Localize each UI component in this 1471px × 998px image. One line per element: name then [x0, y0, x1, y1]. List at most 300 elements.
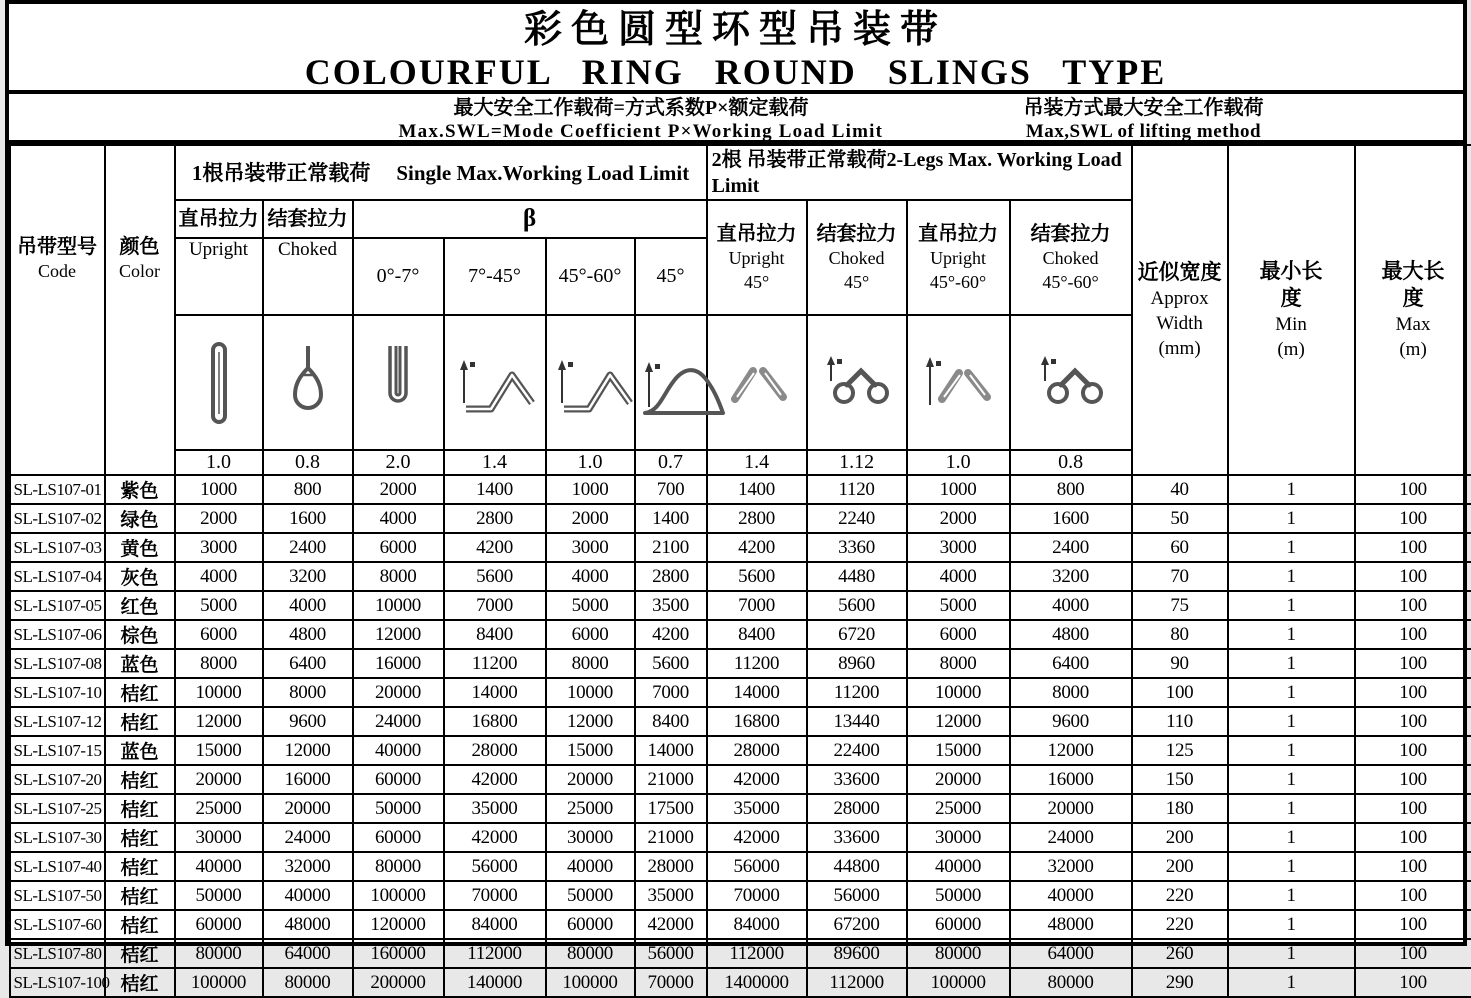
- two-leg-upright-45-60-icon: [912, 347, 1004, 419]
- cell-upright: 40000: [175, 852, 263, 881]
- cell-angle-7-45: 56000: [444, 852, 546, 881]
- cell-leg-upright-45: 8400: [707, 620, 807, 649]
- formula-right-en: Max,SWL of lifting method: [974, 120, 1314, 143]
- cell-min-length: 1: [1228, 939, 1355, 968]
- cell-leg-upright-45: 2800: [707, 504, 807, 533]
- formula-right: [974, 96, 1314, 143]
- cell-leg-choked-45: 5600: [807, 591, 907, 620]
- cell-code: SL-LS107-25: [10, 794, 105, 823]
- cell-color: 黄色: [105, 533, 175, 562]
- cell-leg-upright-45: 42000: [707, 823, 807, 852]
- cell-color: 桔红: [105, 765, 175, 794]
- cell-angle-45: 1400: [635, 504, 707, 533]
- table-row: [10, 649, 1471, 678]
- cell-angle-45-60: 25000: [546, 794, 635, 823]
- cell-upright: 30000: [175, 823, 263, 852]
- cell-angle-45-60: 80000: [546, 939, 635, 968]
- icon-cell: [907, 315, 1010, 450]
- cell-angle-45: 56000: [635, 939, 707, 968]
- cell-approx-width: 125: [1132, 736, 1228, 765]
- cell-leg-upright-45-60: 6000: [907, 620, 1010, 649]
- cell-angle-0-7: 8000: [353, 562, 444, 591]
- cell-angle-45: 21000: [635, 823, 707, 852]
- cell-choked: 8000: [263, 678, 353, 707]
- coefficient-leg-upright-45: 1.4: [707, 450, 807, 475]
- cell-choked: 800: [263, 475, 353, 504]
- cell-angle-7-45: 42000: [444, 765, 546, 794]
- cell-color: 桔红: [105, 910, 175, 939]
- angle-header-45-60: 45°-60°: [546, 238, 635, 315]
- formula-left-en: Max.SWL=Mode Coefficient P×Working Load Limit: [399, 120, 864, 143]
- cell-approx-width: 60: [1132, 533, 1228, 562]
- col-header-leg-upright-45-60: [907, 200, 1010, 315]
- cell-max-length: 100: [1355, 736, 1471, 765]
- cell-code: SL-LS107-12: [10, 707, 105, 736]
- cell-min-length: 1: [1228, 649, 1355, 678]
- max-length-unit: (m): [1356, 337, 1471, 362]
- basket-sling-icon: [368, 338, 428, 428]
- table-body: [10, 475, 1471, 997]
- cell-code: SL-LS107-05: [10, 591, 105, 620]
- cell-leg-choked-45-60: 32000: [1010, 852, 1132, 881]
- cell-angle-7-45: 2800: [444, 504, 546, 533]
- cell-upright: 20000: [175, 765, 263, 794]
- cell-leg-choked-45-60: 800: [1010, 475, 1132, 504]
- cell-angle-45: 8400: [635, 707, 707, 736]
- cell-leg-upright-45: 70000: [707, 881, 807, 910]
- col-header-max-length: [1355, 145, 1471, 475]
- cell-angle-7-45: 1400: [444, 475, 546, 504]
- cell-color: 灰色: [105, 562, 175, 591]
- table-row: [10, 765, 1471, 794]
- cell-min-length: 1: [1228, 620, 1355, 649]
- cell-leg-choked-45-60: 4800: [1010, 620, 1132, 649]
- cell-angle-45: 4200: [635, 620, 707, 649]
- cell-angle-45-60: 15000: [546, 736, 635, 765]
- min-length-cn: 最小长度: [1254, 258, 1328, 312]
- cell-approx-width: 260: [1132, 939, 1228, 968]
- cell-choked: 24000: [263, 823, 353, 852]
- formula-left-cn: 最大安全工作载荷=方式系数P×额定载荷: [399, 96, 864, 120]
- cell-leg-upright-45-60: 20000: [907, 765, 1010, 794]
- cell-leg-upright-45-60: 8000: [907, 649, 1010, 678]
- cell-max-length: 100: [1355, 562, 1471, 591]
- cell-choked: 80000: [263, 968, 353, 997]
- cell-leg-choked-45-60: 40000: [1010, 881, 1132, 910]
- cell-color: 棕色: [105, 620, 175, 649]
- cell-leg-upright-45: 4200: [707, 533, 807, 562]
- cell-max-length: 100: [1355, 649, 1471, 678]
- cell-leg-upright-45-60: 3000: [907, 533, 1010, 562]
- cell-color: 桔红: [105, 881, 175, 910]
- cell-angle-45-60: 8000: [546, 649, 635, 678]
- icon-cell: [546, 315, 635, 450]
- cell-approx-width: 220: [1132, 881, 1228, 910]
- cell-approx-width: 90: [1132, 649, 1228, 678]
- cell-angle-45: 2100: [635, 533, 707, 562]
- cell-code: SL-LS107-80: [10, 939, 105, 968]
- cell-code: SL-LS107-15: [10, 736, 105, 765]
- cell-max-length: 100: [1355, 794, 1471, 823]
- cell-max-length: 100: [1355, 707, 1471, 736]
- cell-angle-0-7: 80000: [353, 852, 444, 881]
- cell-leg-choked-45: 28000: [807, 794, 907, 823]
- cell-angle-45-60: 10000: [546, 678, 635, 707]
- cell-angle-7-45: 4200: [444, 533, 546, 562]
- cell-approx-width: 200: [1132, 852, 1228, 881]
- cell-leg-choked-45-60: 2400: [1010, 533, 1132, 562]
- cell-color: 蓝色: [105, 649, 175, 678]
- cell-leg-choked-45: 56000: [807, 881, 907, 910]
- cell-min-length: 1: [1228, 707, 1355, 736]
- table-row: [10, 678, 1471, 707]
- cell-code: SL-LS107-04: [10, 562, 105, 591]
- coefficient-angle-45-60: 1.0: [546, 450, 635, 475]
- cell-upright: 6000: [175, 620, 263, 649]
- cell-angle-0-7: 12000: [353, 620, 444, 649]
- cell-choked: 12000: [263, 736, 353, 765]
- cell-leg-upright-45: 5600: [707, 562, 807, 591]
- cell-leg-choked-45-60: 80000: [1010, 968, 1132, 997]
- icon-cell: [263, 315, 353, 450]
- two-leg-choked-45-icon: [811, 347, 903, 419]
- cell-angle-45-60: 2000: [546, 504, 635, 533]
- cell-approx-width: 70: [1132, 562, 1228, 591]
- cell-leg-choked-45-60: 3200: [1010, 562, 1132, 591]
- cell-angle-45: 35000: [635, 881, 707, 910]
- cell-max-length: 100: [1355, 475, 1471, 504]
- col-header-upright-cn: 直吊拉力: [175, 200, 263, 238]
- cell-angle-45: 70000: [635, 968, 707, 997]
- cell-angle-7-45: 140000: [444, 968, 546, 997]
- cell-code: SL-LS107-03: [10, 533, 105, 562]
- cell-choked: 6400: [263, 649, 353, 678]
- cell-leg-upright-45: 1400000: [707, 968, 807, 997]
- cell-angle-45: 5600: [635, 649, 707, 678]
- approx-width-en1: Approx: [1133, 286, 1227, 311]
- cell-angle-45: 700: [635, 475, 707, 504]
- coefficient-leg-upright-45-60: 1.0: [907, 450, 1010, 475]
- cell-max-length: 100: [1355, 591, 1471, 620]
- table-row: [10, 968, 1471, 997]
- cell-color: 桔红: [105, 968, 175, 997]
- cell-angle-0-7: 4000: [353, 504, 444, 533]
- cell-max-length: 100: [1355, 678, 1471, 707]
- cell-choked: 1600: [263, 504, 353, 533]
- cell-angle-45-60: 4000: [546, 562, 635, 591]
- cell-angle-45: 14000: [635, 736, 707, 765]
- table-row: [10, 794, 1471, 823]
- cell-upright: 50000: [175, 881, 263, 910]
- cell-leg-upright-45-60: 80000: [907, 939, 1010, 968]
- cell-angle-0-7: 60000: [353, 765, 444, 794]
- cell-max-length: 100: [1355, 504, 1471, 533]
- cell-angle-0-7: 40000: [353, 736, 444, 765]
- cell-upright: 3000: [175, 533, 263, 562]
- cell-code: SL-LS107-08: [10, 649, 105, 678]
- col-header-upright-en: Upright: [175, 238, 263, 315]
- cell-leg-upright-45-60: 50000: [907, 881, 1010, 910]
- angle-header-0-7: 0°-7°: [353, 238, 444, 315]
- cell-upright: 12000: [175, 707, 263, 736]
- cell-min-length: 1: [1228, 765, 1355, 794]
- icon-cell: [175, 315, 263, 450]
- cell-angle-0-7: 10000: [353, 591, 444, 620]
- col-header-choked-cn: 结套拉力: [263, 200, 353, 238]
- upright-sling-icon: [189, 338, 249, 428]
- cell-leg-choked-45-60: 48000: [1010, 910, 1132, 939]
- cell-angle-7-45: 7000: [444, 591, 546, 620]
- cell-leg-choked-45: 8960: [807, 649, 907, 678]
- cell-angle-0-7: 20000: [353, 678, 444, 707]
- cell-choked: 32000: [263, 852, 353, 881]
- table-row: [10, 881, 1471, 910]
- cell-angle-45-60: 40000: [546, 852, 635, 881]
- table-row: [10, 475, 1471, 504]
- cell-min-length: 1: [1228, 533, 1355, 562]
- cell-code: SL-LS107-50: [10, 881, 105, 910]
- cell-choked: 64000: [263, 939, 353, 968]
- cell-code: SL-LS107-100: [10, 968, 105, 997]
- table-row: [10, 504, 1471, 533]
- cell-code: SL-LS107-40: [10, 852, 105, 881]
- cell-max-length: 100: [1355, 823, 1471, 852]
- cell-approx-width: 80: [1132, 620, 1228, 649]
- cell-approx-width: 290: [1132, 968, 1228, 997]
- cell-leg-choked-45-60: 9600: [1010, 707, 1132, 736]
- formula-right-cn: 吊装方式最大安全工作载荷: [974, 96, 1314, 120]
- cell-upright: 2000: [175, 504, 263, 533]
- cell-approx-width: 150: [1132, 765, 1228, 794]
- spec-table: [9, 144, 1471, 998]
- cell-choked: 20000: [263, 794, 353, 823]
- col-header-leg-upright-45: [707, 200, 807, 315]
- cell-angle-45: 3500: [635, 591, 707, 620]
- cell-leg-choked-45-60: 12000: [1010, 736, 1132, 765]
- icon-cell: [444, 315, 546, 450]
- leg-col-cn: 结套拉力: [808, 222, 906, 246]
- cell-angle-7-45: 14000: [444, 678, 546, 707]
- col-header-leg-choked-45: [807, 200, 907, 315]
- single-section-en: Single Max.Working Load Limit: [396, 162, 689, 184]
- cell-max-length: 100: [1355, 881, 1471, 910]
- cell-upright: 4000: [175, 562, 263, 591]
- icon-cell: [1010, 315, 1132, 450]
- min-length-en: Min: [1229, 312, 1354, 337]
- cell-leg-choked-45: 67200: [807, 910, 907, 939]
- cell-min-length: 1: [1228, 475, 1355, 504]
- cell-color: 紫色: [105, 475, 175, 504]
- cell-angle-0-7: 60000: [353, 823, 444, 852]
- leg-col-en: Upright: [908, 246, 1009, 270]
- cell-leg-choked-45: 89600: [807, 939, 907, 968]
- cell-angle-45: 42000: [635, 910, 707, 939]
- cell-color: 蓝色: [105, 736, 175, 765]
- coefficient-leg-choked-45-60: 0.8: [1010, 450, 1132, 475]
- cell-max-length: 100: [1355, 533, 1471, 562]
- cell-angle-7-45: 16800: [444, 707, 546, 736]
- cell-choked: 3200: [263, 562, 353, 591]
- cell-angle-45: 21000: [635, 765, 707, 794]
- col-header-color: [105, 145, 175, 475]
- coefficient-angle-0-7: 2.0: [353, 450, 444, 475]
- cell-leg-choked-45: 112000: [807, 968, 907, 997]
- icon-cell: [707, 315, 807, 450]
- col-header-code-en: Code: [11, 260, 104, 282]
- col-header-code: [10, 145, 105, 475]
- coefficient-leg-choked-45: 1.12: [807, 450, 907, 475]
- cell-leg-upright-45: 28000: [707, 736, 807, 765]
- table-row: [10, 939, 1471, 968]
- cell-leg-upright-45: 7000: [707, 591, 807, 620]
- approx-width-unit: (mm): [1133, 336, 1227, 361]
- cell-angle-45-60: 5000: [546, 591, 635, 620]
- table-row: [10, 910, 1471, 939]
- cell-leg-upright-45-60: 15000: [907, 736, 1010, 765]
- formula-band: [9, 94, 1463, 144]
- cell-min-length: 1: [1228, 823, 1355, 852]
- cell-angle-0-7: 24000: [353, 707, 444, 736]
- cell-angle-0-7: 2000: [353, 475, 444, 504]
- cell-leg-upright-45: 16800: [707, 707, 807, 736]
- col-header-min-length: [1228, 145, 1355, 475]
- col-header-leg-choked-45-60: [1010, 200, 1132, 315]
- cell-upright: 25000: [175, 794, 263, 823]
- page-title-en: COLOURFUL RING ROUND SLINGS TYPE: [9, 52, 1463, 92]
- cell-approx-width: 40: [1132, 475, 1228, 504]
- cell-approx-width: 100: [1132, 678, 1228, 707]
- cell-leg-upright-45: 14000: [707, 678, 807, 707]
- cell-code: SL-LS107-01: [10, 475, 105, 504]
- cell-leg-upright-45-60: 30000: [907, 823, 1010, 852]
- cell-min-length: 1: [1228, 504, 1355, 533]
- table-row: [10, 591, 1471, 620]
- cell-choked: 4000: [263, 591, 353, 620]
- angled-basket-45-60-icon: [547, 337, 639, 429]
- cell-angle-0-7: 120000: [353, 910, 444, 939]
- cell-leg-choked-45-60: 8000: [1010, 678, 1132, 707]
- cell-min-length: 1: [1228, 736, 1355, 765]
- cell-angle-45-60: 20000: [546, 765, 635, 794]
- leg-col-en: Upright: [708, 246, 806, 270]
- cell-angle-0-7: 160000: [353, 939, 444, 968]
- angle-header-7-45: 7°-45°: [444, 238, 546, 315]
- angled-basket-7-45-icon: [449, 337, 541, 429]
- cell-leg-upright-45-60: 10000: [907, 678, 1010, 707]
- cell-min-length: 1: [1228, 678, 1355, 707]
- cell-upright: 10000: [175, 678, 263, 707]
- cell-leg-upright-45-60: 40000: [907, 852, 1010, 881]
- section-header-two-leg: [707, 145, 1132, 200]
- cell-angle-45: 7000: [635, 678, 707, 707]
- col-header-color-en: Color: [106, 260, 174, 282]
- col-header-approx-width: [1132, 145, 1228, 475]
- cell-upright: 100000: [175, 968, 263, 997]
- cell-color: 桔红: [105, 794, 175, 823]
- cell-angle-45-60: 6000: [546, 620, 635, 649]
- cell-leg-choked-45: 44800: [807, 852, 907, 881]
- cell-angle-7-45: 112000: [444, 939, 546, 968]
- table-row: [10, 823, 1471, 852]
- cell-leg-choked-45-60: 6400: [1010, 649, 1132, 678]
- sling-spec-sheet: [5, 0, 1467, 946]
- cell-leg-choked-45: 22400: [807, 736, 907, 765]
- cell-color: 桔红: [105, 939, 175, 968]
- cell-angle-7-45: 84000: [444, 910, 546, 939]
- leg-col-angle: 45°-60°: [1011, 270, 1131, 294]
- cell-min-length: 1: [1228, 562, 1355, 591]
- cell-leg-upright-45: 84000: [707, 910, 807, 939]
- table-row: [10, 852, 1471, 881]
- cell-approx-width: 110: [1132, 707, 1228, 736]
- cell-color: 桔红: [105, 852, 175, 881]
- cell-choked: 48000: [263, 910, 353, 939]
- cell-leg-upright-45: 112000: [707, 939, 807, 968]
- cell-max-length: 100: [1355, 910, 1471, 939]
- cell-min-length: 1: [1228, 910, 1355, 939]
- coefficient-choked: 0.8: [263, 450, 353, 475]
- col-header-color-cn: 颜色: [106, 234, 174, 260]
- cell-code: SL-LS107-60: [10, 910, 105, 939]
- cell-leg-choked-45: 33600: [807, 765, 907, 794]
- max-length-en: Max: [1356, 312, 1471, 337]
- cell-angle-7-45: 28000: [444, 736, 546, 765]
- table-row: [10, 620, 1471, 649]
- icon-cell: [353, 315, 444, 450]
- coefficient-angle-45: 0.7: [635, 450, 707, 475]
- cell-approx-width: 50: [1132, 504, 1228, 533]
- cell-choked: 40000: [263, 881, 353, 910]
- cell-angle-45-60: 50000: [546, 881, 635, 910]
- leg-col-angle: 45°: [808, 270, 906, 294]
- cell-leg-choked-45-60: 1600: [1010, 504, 1132, 533]
- coefficient-angle-7-45: 1.4: [444, 450, 546, 475]
- approx-width-cn: 近似宽度: [1133, 259, 1227, 286]
- cell-code: SL-LS107-20: [10, 765, 105, 794]
- cell-upright: 15000: [175, 736, 263, 765]
- cell-angle-45-60: 60000: [546, 910, 635, 939]
- coefficient-upright: 1.0: [175, 450, 263, 475]
- cell-max-length: 100: [1355, 939, 1471, 968]
- cell-angle-45-60: 1000: [546, 475, 635, 504]
- cell-upright: 5000: [175, 591, 263, 620]
- cell-min-length: 1: [1228, 881, 1355, 910]
- col-header-code-cn: 吊带型号: [11, 234, 104, 260]
- cell-upright: 60000: [175, 910, 263, 939]
- cell-leg-choked-45: 4480: [807, 562, 907, 591]
- cell-angle-7-45: 11200: [444, 649, 546, 678]
- cell-max-length: 100: [1355, 765, 1471, 794]
- cell-leg-choked-45: 3360: [807, 533, 907, 562]
- cell-leg-choked-45: 11200: [807, 678, 907, 707]
- cell-leg-upright-45-60: 12000: [907, 707, 1010, 736]
- cell-leg-choked-45: 1120: [807, 475, 907, 504]
- leg-col-cn: 直吊拉力: [908, 222, 1009, 246]
- cell-max-length: 100: [1355, 968, 1471, 997]
- cell-max-length: 100: [1355, 620, 1471, 649]
- cell-angle-45: 17500: [635, 794, 707, 823]
- cell-approx-width: 75: [1132, 591, 1228, 620]
- beta-header: β: [353, 200, 707, 238]
- cell-upright: 80000: [175, 939, 263, 968]
- cell-approx-width: 180: [1132, 794, 1228, 823]
- cell-angle-7-45: 8400: [444, 620, 546, 649]
- cell-angle-7-45: 5600: [444, 562, 546, 591]
- cell-choked: 16000: [263, 765, 353, 794]
- cell-min-length: 1: [1228, 794, 1355, 823]
- cell-angle-45: 28000: [635, 852, 707, 881]
- leg-col-en: Choked: [1011, 246, 1131, 270]
